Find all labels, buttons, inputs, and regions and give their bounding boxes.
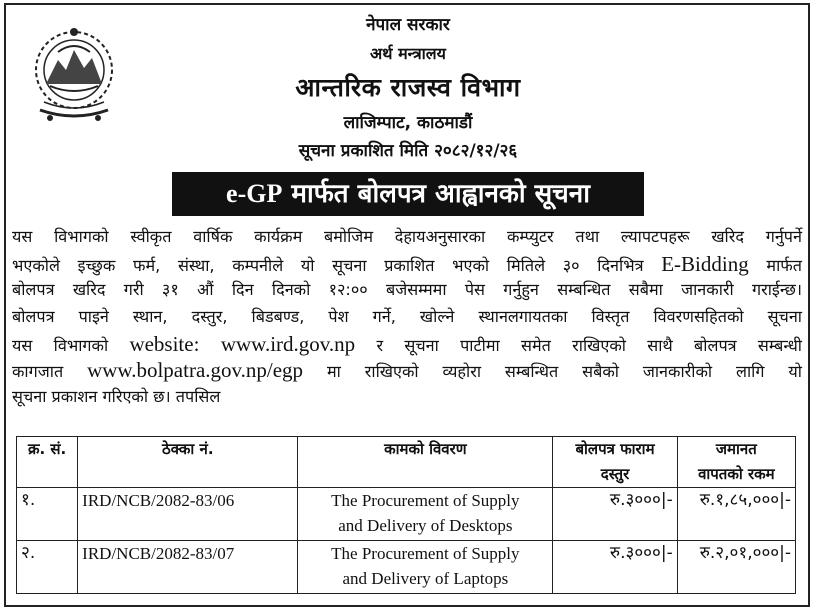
body-line: कागजात www.bolpatra.gov.np/egp मा राखिएको व्यहोरा सम्बन्धित सबैको जानकारीको लागि यो — [12, 358, 802, 383]
table-row — [17, 541, 796, 594]
body-line: यस विभागको स्वीकृत वार्षिक कार्यक्रम बमोजिम देहायअनुसारका कम्प्युटर तथा ल्यापटपहरू खरिद गर्नुपर्ने — [12, 227, 802, 246]
row-contract: IRD/NCB/2082-83/07 — [78, 541, 298, 594]
row-contract: IRD/NCB/2082-83/06 — [78, 488, 298, 541]
department-name: आन्तरिक राजस्व विभाग — [295, 73, 521, 102]
bolpatra-website-link[interactable]: www.bolpatra.gov.np/egp — [87, 358, 304, 383]
header-fee: बोलपत्र फाराम दस्तुर — [553, 437, 677, 488]
row-description: The Procurement of Supply and Delivery of Laptops — [298, 541, 553, 594]
government-name: नेपाल सरकार — [366, 15, 450, 35]
body-line: भएकोले इच्छुक फर्म, संस्था, कम्पनीले यो सूचना प्रकाशित भएको मितिले ३० दिनभित्र E-Bidding मार्फत — [12, 251, 802, 276]
header-contract: ठेक्का नं. — [78, 437, 298, 488]
notice-title-banner — [172, 172, 644, 216]
notice-body — [12, 224, 802, 411]
header-security: जमानत वापतको रकम — [677, 437, 795, 488]
publication-date: सूचना प्रकाशित मिति २०८२/१२/२६ — [298, 141, 518, 161]
body-line: सूचना प्रकाशन गरिएको छ। तपसिल — [12, 387, 221, 407]
body-line: बोलपत्र खरिद गरी ३१ औं दिन दिनको १२:०० बजेसम्ममा पेस गर्नुहुन सम्बन्धित सबैमा जानकारी गराईन्छ। — [12, 280, 802, 300]
body-line: बोलपत्र पाइने स्थान, दस्तुर, बिडबण्ड, पेश गर्ने, खोल्ने स्थानलगायतका विस्तृत विवरणसहितको सूचना — [12, 307, 802, 327]
banner-egp-text: e-GP — [226, 179, 283, 208]
row-security: रु.२,०१,०००|- — [677, 541, 795, 594]
ministry-name: अर्थ मन्त्रालय — [370, 44, 446, 63]
table-header-row — [17, 437, 796, 488]
header-description: कामको विवरण — [298, 437, 553, 488]
procurement-table — [16, 436, 796, 594]
ird-website-link[interactable]: website: www.ird.gov.np — [129, 331, 356, 356]
row-sn: २. — [17, 541, 78, 594]
row-security: रु.१,८५,०००|- — [677, 488, 795, 541]
header-sn: क्र. सं. — [17, 437, 78, 488]
body-line: यस विभागको website: www.ird.gov.np र सूचना पाटीमा समेत राखिएको साथै बोलपत्र सम्बन्धी — [12, 331, 802, 356]
row-fee: रु.३०००|- — [553, 541, 677, 594]
office-location: लाजिम्पाट, काठमाडौं — [343, 113, 473, 133]
row-description: The Procurement of Supply and Delivery of Desktops — [298, 488, 553, 541]
row-fee: रु.३०००|- — [553, 488, 677, 541]
banner-title-text: मार्फत बोलपत्र आह्वानको सूचना — [282, 179, 590, 209]
table-row — [17, 488, 796, 541]
row-sn: १. — [17, 488, 78, 541]
